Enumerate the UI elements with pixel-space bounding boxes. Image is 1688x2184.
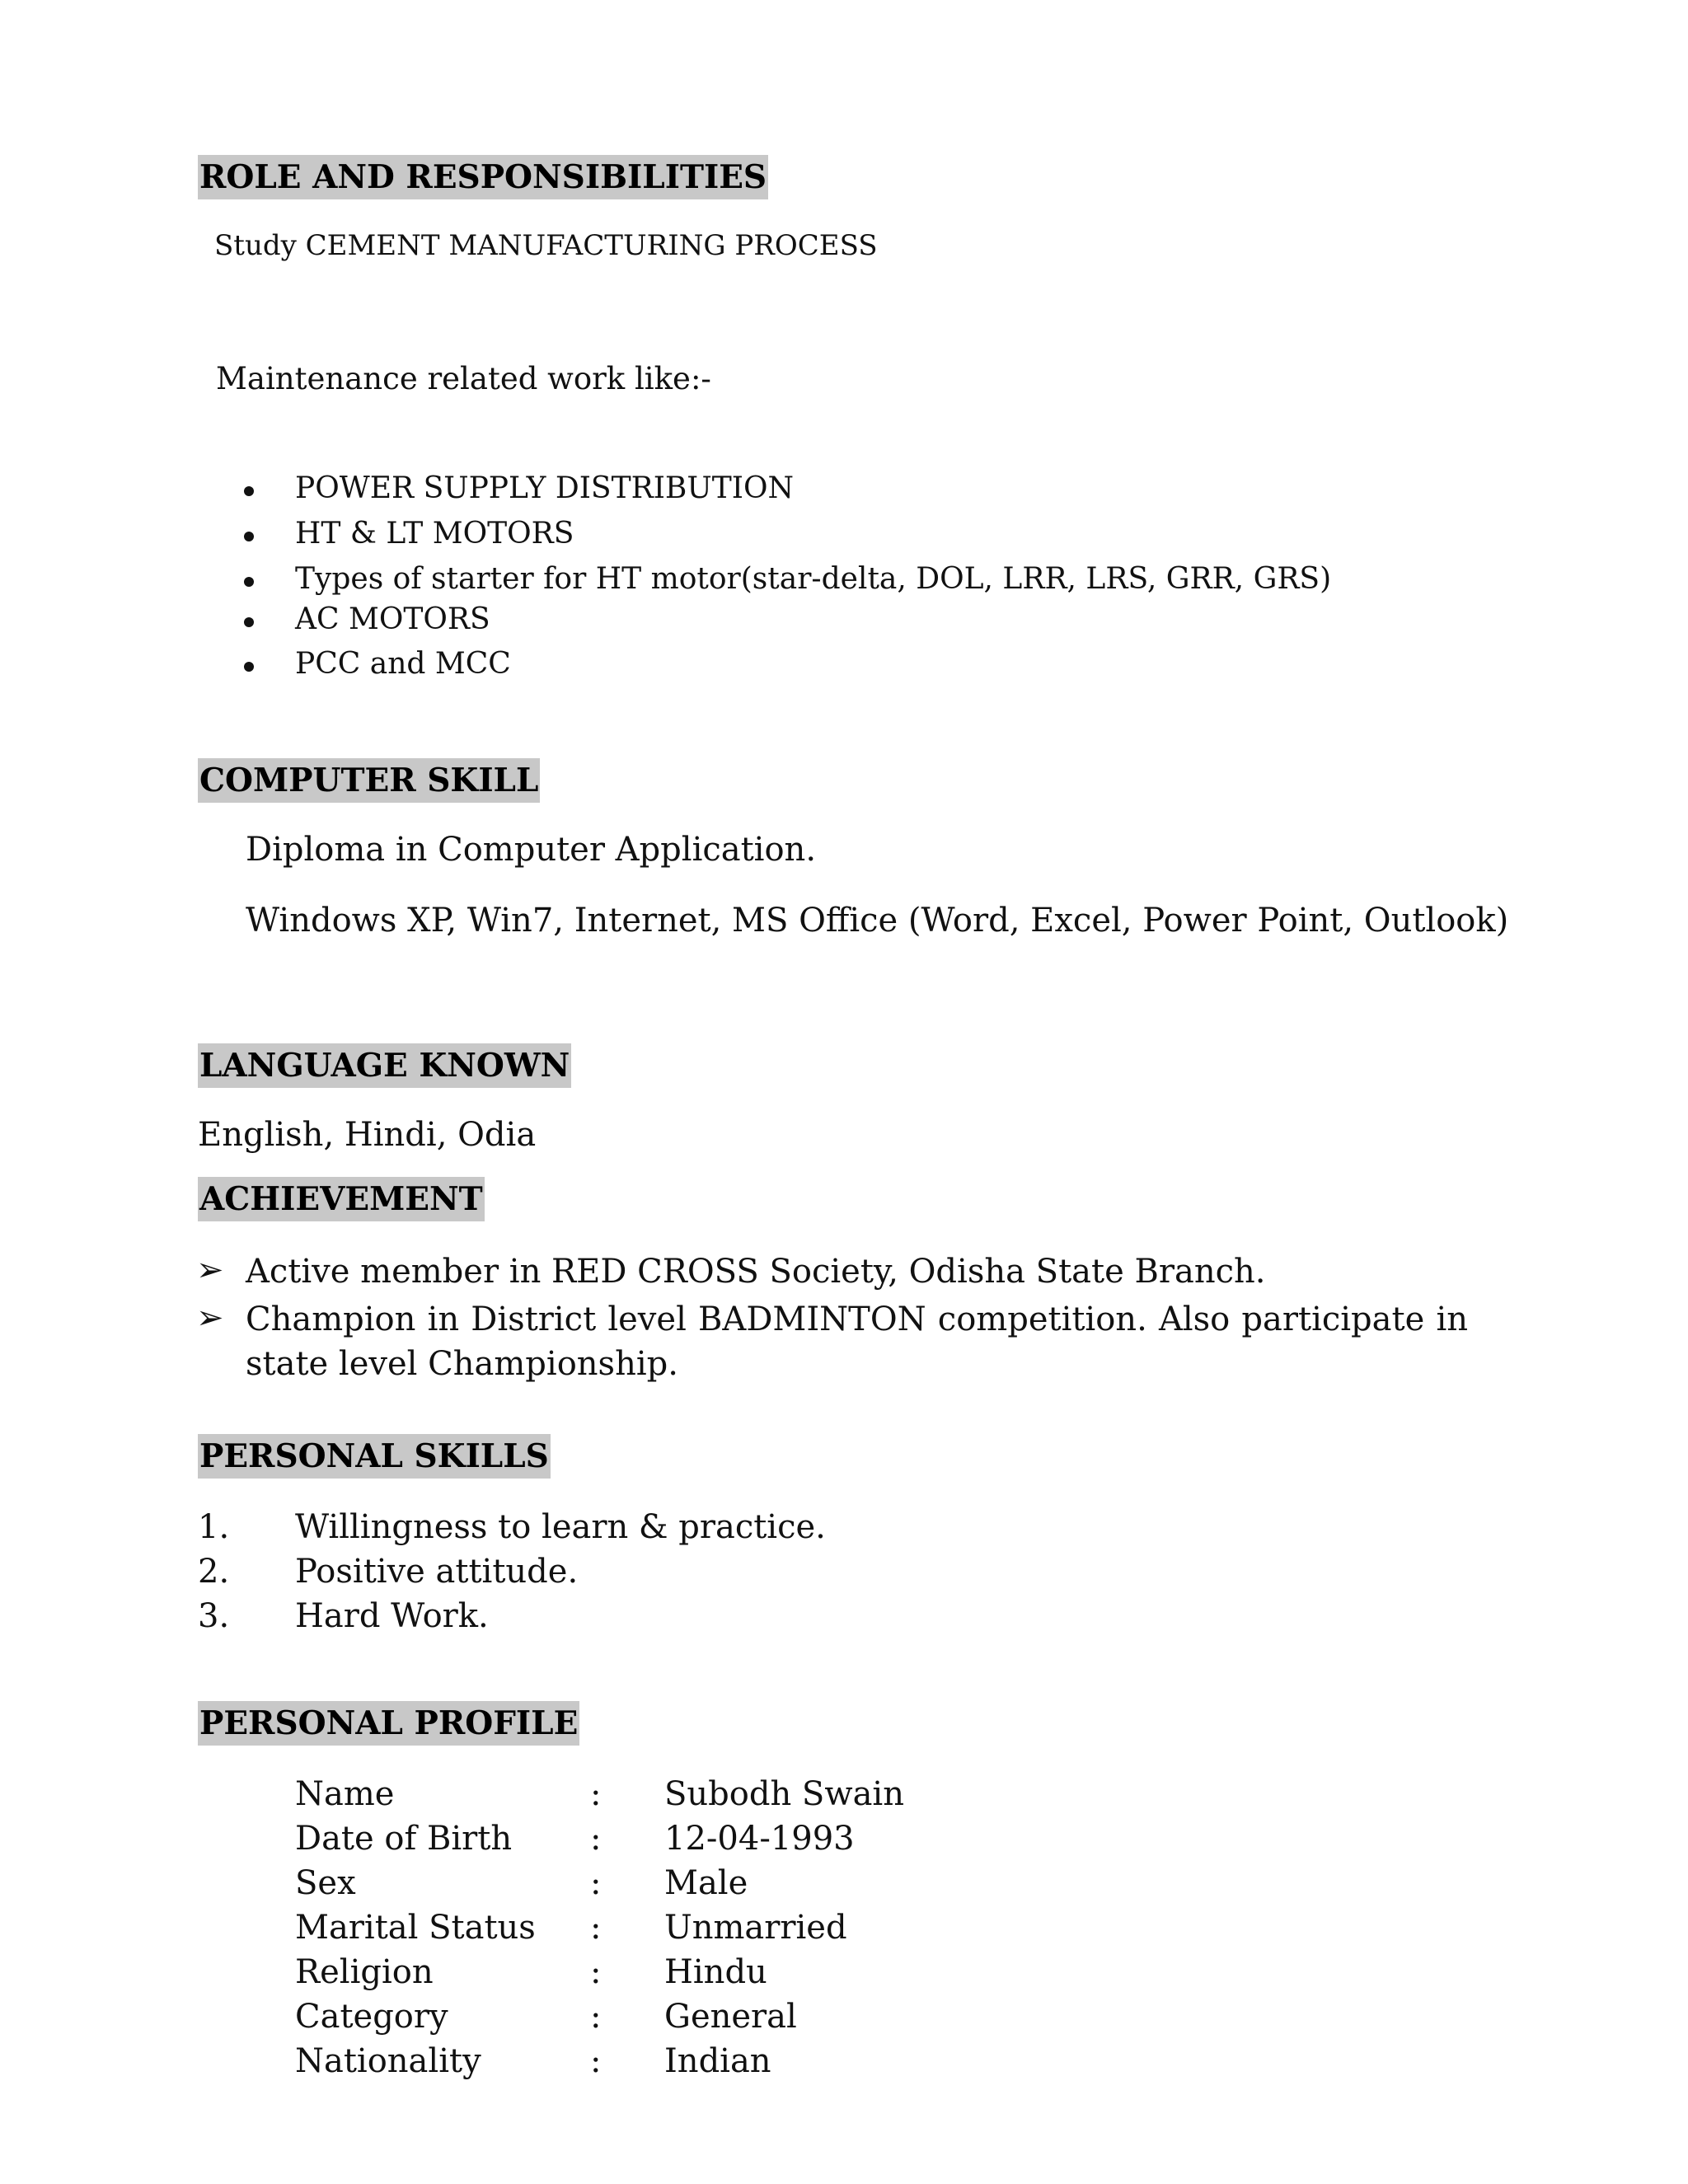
word: participate xyxy=(1241,1301,1425,1338)
profile-separator: : xyxy=(590,1953,602,1991)
list-item: PCC and MCC xyxy=(295,647,511,681)
list-item: HT & LT MOTORS xyxy=(295,517,574,551)
list-number: 2. xyxy=(198,1553,230,1591)
profile-value: Subodh Swain xyxy=(664,1775,904,1813)
achievement-heading: ACHIEVEMENT xyxy=(198,1177,485,1221)
profile-separator: : xyxy=(590,1909,602,1947)
personal-skills-heading: PERSONAL SKILLS xyxy=(198,1434,551,1479)
profile-label: Date of Birth xyxy=(295,1820,513,1858)
role-heading: ROLE AND RESPONSIBILITIES xyxy=(198,155,768,199)
list-item: POWER SUPPLY DISTRIBUTION xyxy=(295,471,794,505)
word: in xyxy=(1436,1301,1468,1338)
profile-value: Hindu xyxy=(664,1953,767,1991)
word: competition. xyxy=(937,1301,1147,1338)
arrow-bullet-icon: ➢ xyxy=(196,1251,224,1289)
bullet-icon xyxy=(244,486,254,496)
list-number: 1. xyxy=(198,1508,230,1546)
profile-separator: : xyxy=(590,2042,602,2080)
profile-value: Unmarried xyxy=(664,1909,847,1947)
computer-heading: COMPUTER SKILL xyxy=(198,758,540,803)
profile-label: Marital Status xyxy=(295,1909,536,1947)
profile-label: Name xyxy=(295,1775,395,1813)
list-item: Positive attitude. xyxy=(295,1553,579,1591)
profile-value: 12-04-1993 xyxy=(664,1820,855,1858)
word: level xyxy=(607,1301,687,1338)
profile-separator: : xyxy=(590,1998,602,2036)
profile-value: Indian xyxy=(664,2042,771,2080)
personal-profile-heading: PERSONAL PROFILE xyxy=(198,1701,579,1746)
maintenance-intro: Maintenance related work like:- xyxy=(216,361,711,396)
word: Also xyxy=(1158,1301,1231,1338)
computer-line-1: Diploma in Computer Application. xyxy=(246,831,817,869)
profile-separator: : xyxy=(590,1775,602,1813)
profile-label: Nationality xyxy=(295,2042,481,2080)
profile-value: Male xyxy=(664,1864,748,1902)
word: Champion xyxy=(246,1301,416,1338)
achievement-item-1: Active member in RED CROSS Society, Odisha State Branch. xyxy=(246,1253,1266,1291)
list-item: AC MOTORS xyxy=(295,602,490,636)
profile-separator: : xyxy=(590,1820,602,1858)
list-item: Types of starter for HT motor(star-delta, DOL, LRR, LRS, GRR, GRS) xyxy=(295,562,1332,596)
list-number: 3. xyxy=(198,1597,230,1635)
language-heading: LANGUAGE KNOWN xyxy=(198,1043,571,1088)
profile-value: General xyxy=(664,1998,797,2036)
study-text: Study CEMENT MANUFACTURING PROCESS xyxy=(214,229,878,262)
word: in xyxy=(427,1301,460,1338)
computer-line-2: Windows XP, Win7, Internet, MS Office (Word, Excel, Power Point, Outlook) xyxy=(246,902,1509,940)
achievement-item-2-line-1 xyxy=(246,1301,1468,1338)
achievement-item-2-line-2: state level Championship. xyxy=(246,1345,678,1383)
list-item: Willingness to learn & practice. xyxy=(295,1508,826,1546)
profile-label: Category xyxy=(295,1998,448,2036)
word: District xyxy=(471,1301,597,1338)
bullet-icon xyxy=(244,617,254,627)
profile-label: Religion xyxy=(295,1953,434,1991)
list-item: Hard Work. xyxy=(295,1597,489,1635)
bullet-icon xyxy=(244,662,254,672)
bullet-icon xyxy=(244,532,254,541)
bullet-icon xyxy=(244,577,254,587)
word: BADMINTON xyxy=(698,1301,926,1338)
profile-label: Sex xyxy=(295,1864,356,1902)
profile-separator: : xyxy=(590,1864,602,1902)
language-text: English, Hindi, Odia xyxy=(198,1116,537,1154)
arrow-bullet-icon: ➢ xyxy=(196,1299,224,1337)
